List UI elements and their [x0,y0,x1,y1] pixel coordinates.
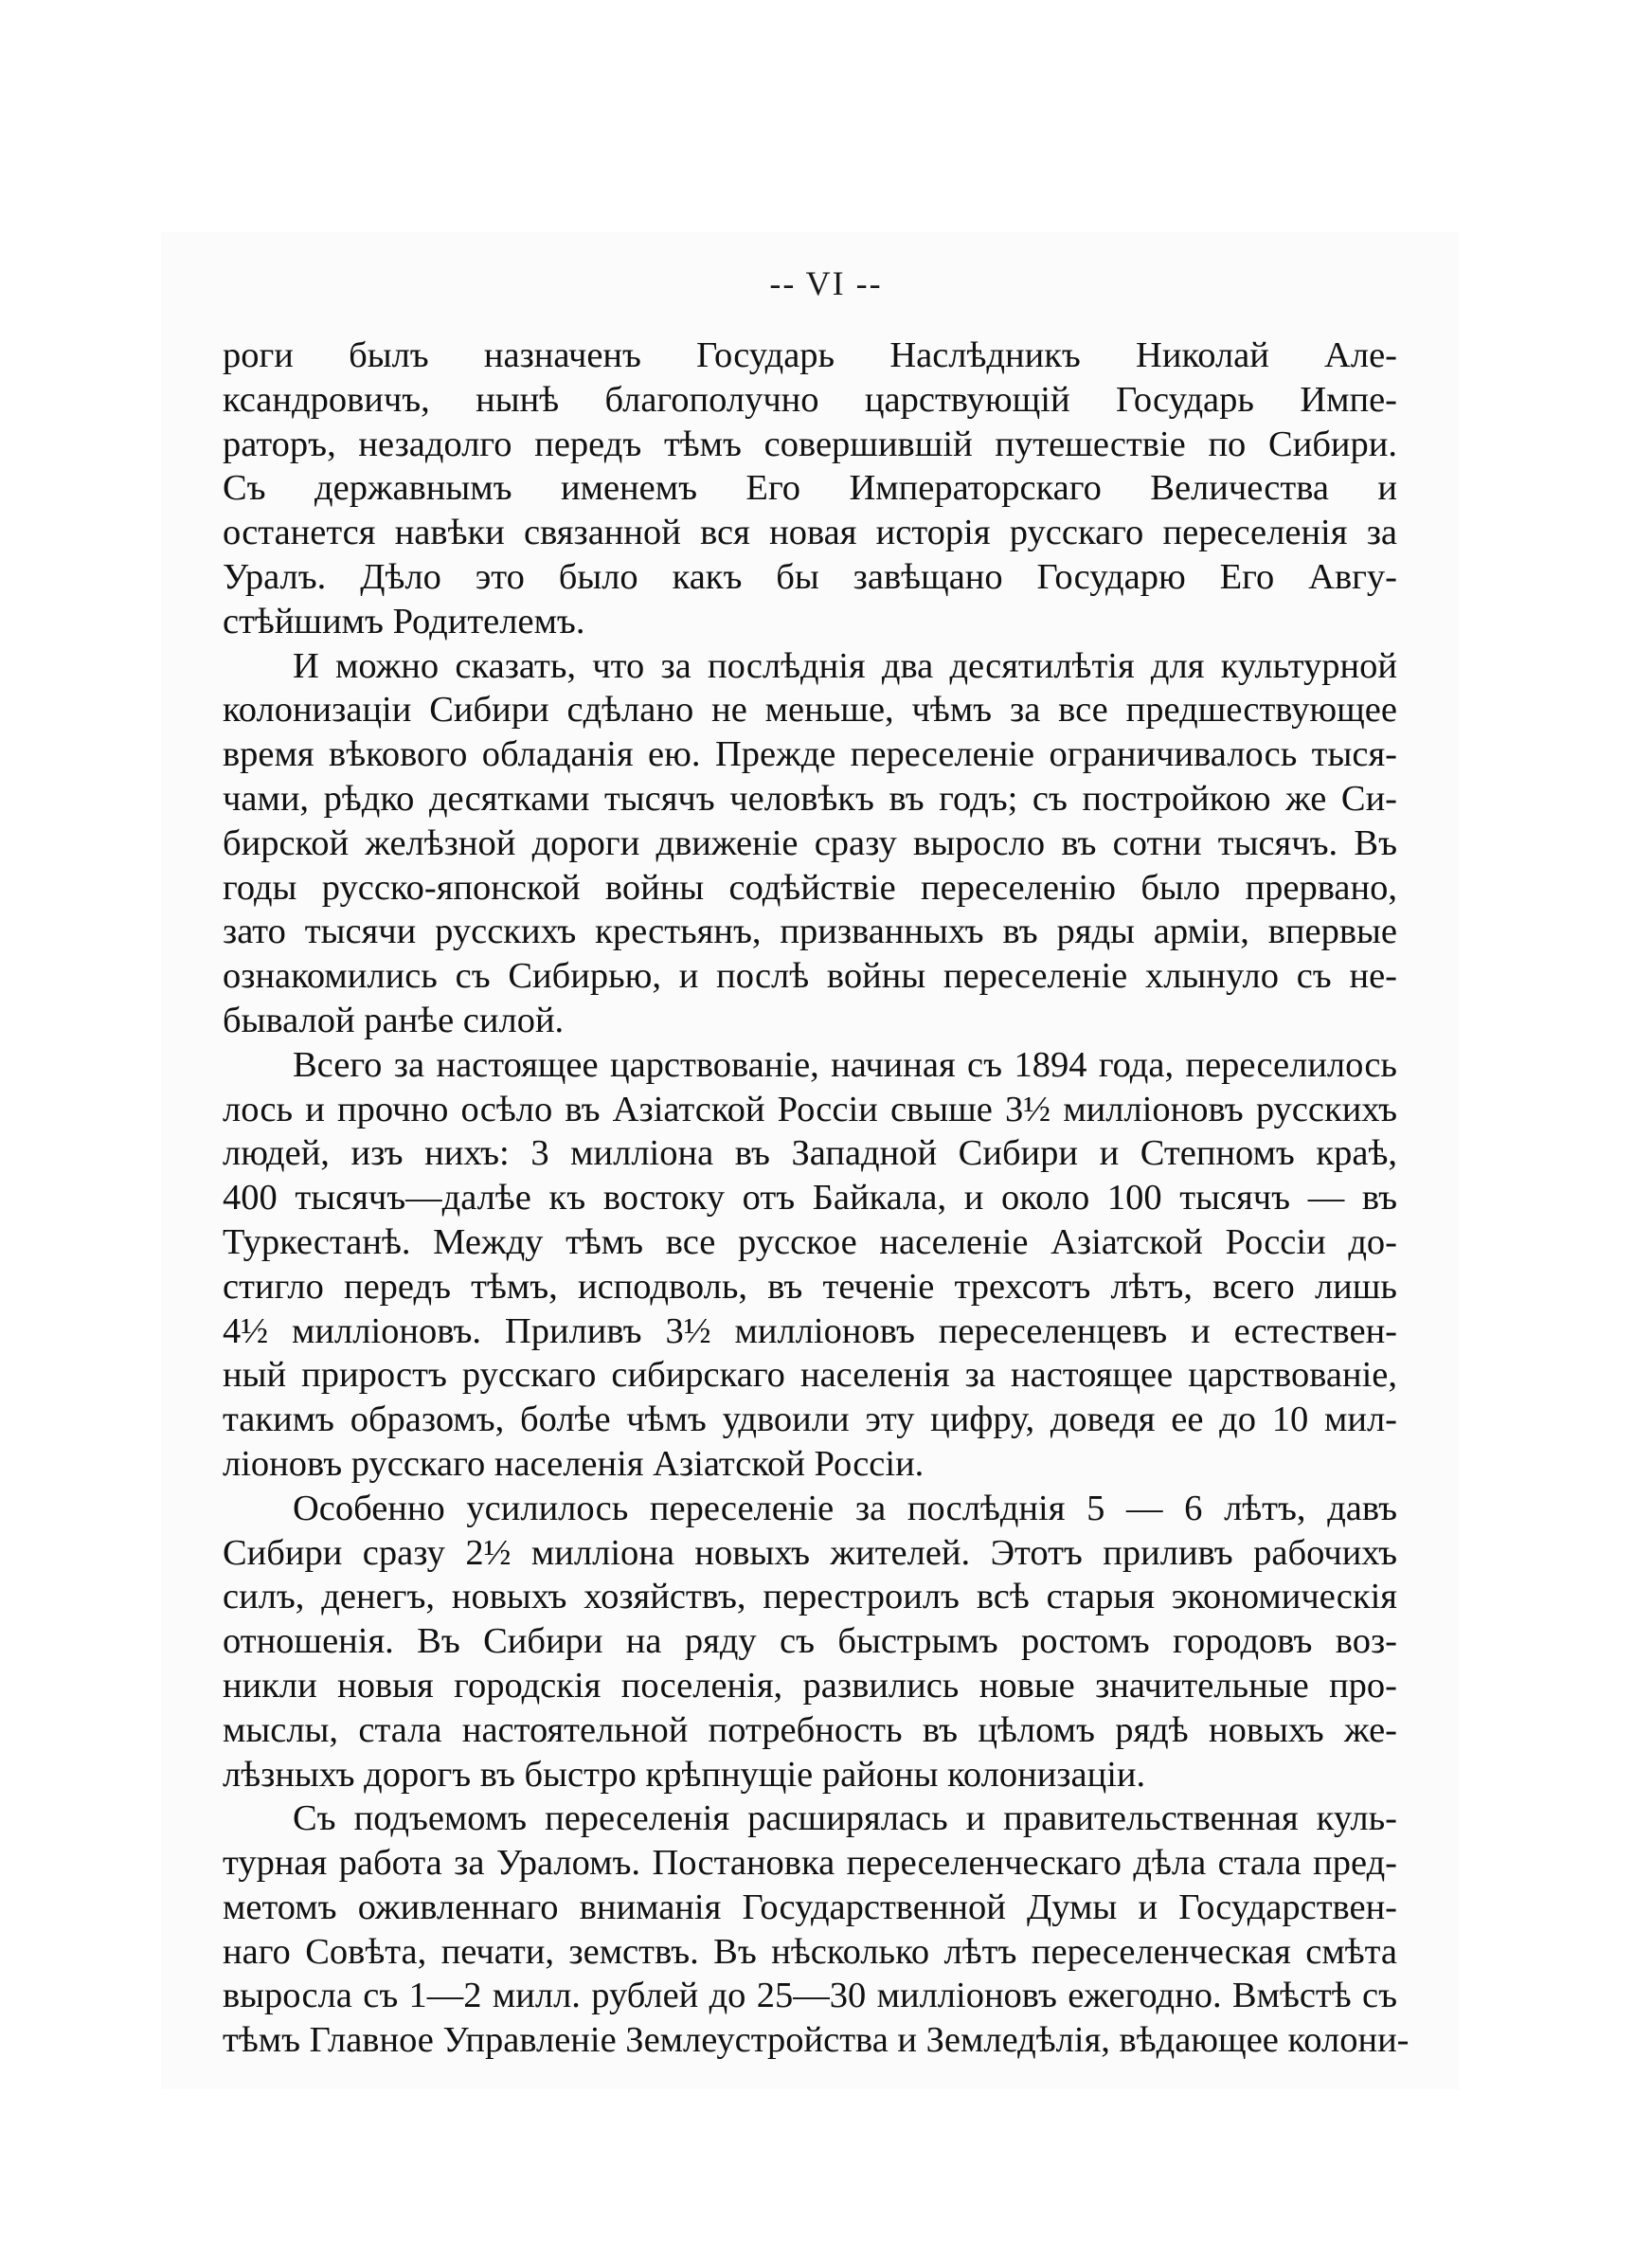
text-line: роги былъ назначенъ Государь Наслѣдникъ Николай Але- [223,335,1397,375]
text-line: колонизаціи Сибири сдѣлано не меньше, чѣмъ за все предшествующее [223,690,1397,731]
text-line: Съ подъемомъ переселенія расширялась и правительственная куль- [293,1798,1397,1839]
text-line: стигло передъ тѣмъ, исподволь, въ теченіе трехсотъ лѣтъ, всего лишь [223,1266,1397,1307]
text-line: останется навѣки связанной вся новая исторія русскаго переселенія за [223,513,1397,553]
text-line: никли новыя городскія поселенія, развились новые значительные про- [223,1665,1397,1706]
text-line: ліоновъ русскаго населенія Азіатской Россіи. [223,1443,925,1484]
paragraph-5 [223,1797,1410,2063]
text-line: Уралъ. Дѣло это было какъ бы завѣщано Государю Его Авгу- [223,556,1397,597]
text-line: наго Совѣта, печати, земствъ. Въ нѣсколько лѣтъ переселенческая смѣта [223,1931,1397,1972]
text-line: Съ державнымъ именемъ Его Императорскаго Величества и [223,468,1397,509]
paragraph-4 [223,1487,1397,1797]
text-line: Сибири сразу 2½ милліона новыхъ жителей. Этотъ приливъ рабочихъ [223,1532,1397,1573]
text-line: 4½ милліоновъ. Приливъ 3½ милліоновъ переселенцевъ и естествен- [223,1310,1397,1351]
text-line: раторъ, незадолго передъ тѣмъ совершившій путешествіе по Сибири. [223,424,1397,464]
text-line: тѣмъ Главное Управленіе Землеустройства и Земледѣлія, вѣдающее колони- [223,2020,1410,2061]
text-line: зато тысячи русскихъ крестьянъ, призванныхъ въ ряды арміи, впервые [223,912,1397,952]
text-line: силъ, денегъ, новыхъ хозяйствъ, перестроилъ всѣ старыя экономическія [223,1577,1397,1617]
text-line: людей, изъ нихъ: 3 милліона въ Западной Сибири и Степномъ краѣ, [223,1133,1397,1174]
text-line: лѣзныхъ дорогъ въ быстро крѣпнущіе районы колонизаціи. [223,1754,1146,1795]
text-line: Всего за настоящее царствованіе, начиная съ 1894 года, переселилось [293,1044,1397,1085]
body-text [223,334,1410,2063]
text-line: ный приростъ русскаго сибирскаго населенія за настоящее царствованіе, [223,1355,1397,1396]
text-line: чами, рѣдко десятками тысячъ человѣкъ въ годъ; съ постройкою же Си- [223,778,1397,819]
text-line: И можно сказать, что за послѣднія два десятилѣтія для культурной [293,645,1397,686]
text-line: 400 тысячъ—далѣе къ востоку отъ Байкала, и около 100 тысячъ — въ [223,1178,1397,1219]
text-line: выросла съ 1—2 милл. рублей до 25—30 милліоновъ ежегодно. Вмѣстѣ съ [223,1976,1397,2016]
text-line: отношенія. Въ Сибири на ряду съ быстрымъ ростомъ городовъ воз- [223,1621,1397,1662]
text-line: турная работа за Ураломъ. Постановка переселенческаго дѣла стала пред- [223,1843,1397,1884]
text-line: бирской желѣзной дороги движеніе сразу выросло въ сотни тысячъ. Въ [223,822,1397,863]
text-line: ксандровичъ, нынѣ благополучно царствующій Государь Импе- [223,379,1397,420]
text-line: такимъ образомъ, болѣе чѣмъ удвоили эту цифру, доведя ее до 10 мил- [223,1399,1397,1440]
text-line: годы русско-японской войны содѣйствіе переселенію было прервано, [223,867,1397,908]
text-line: Особенно усилилось переселеніе за послѣднія 5 — 6 лѣтъ, давъ [293,1488,1397,1528]
paragraph-3 [223,1043,1397,1487]
text-line: стѣйшимъ Родителемъ. [223,601,585,641]
paragraph-1 [223,334,1397,644]
text-line: метомъ оживленнаго вниманія Государственной Думы и Государствен- [223,1887,1397,1927]
page-number: -- VI -- [769,264,883,302]
text-line: Туркестанѣ. Между тѣмъ все русское населеніе Азіатской Россіи до- [223,1221,1397,1262]
text-line: ознакомились съ Сибирью, и послѣ войны переселеніе хлынуло съ не- [223,956,1397,997]
text-line: время вѣкового обладанія ею. Прежде переселеніе ограничивалось тыся- [223,734,1397,775]
paragraph-2 [223,644,1397,1043]
text-line: лось и прочно осѣло въ Азіатской Россіи свыше 3½ милліоновъ русскихъ [223,1089,1397,1129]
text-line: бывалой ранѣе силой. [223,1000,565,1040]
text-line: мыслы, стала настоятельной потребность въ цѣломъ рядѣ новыхъ же- [223,1709,1397,1750]
